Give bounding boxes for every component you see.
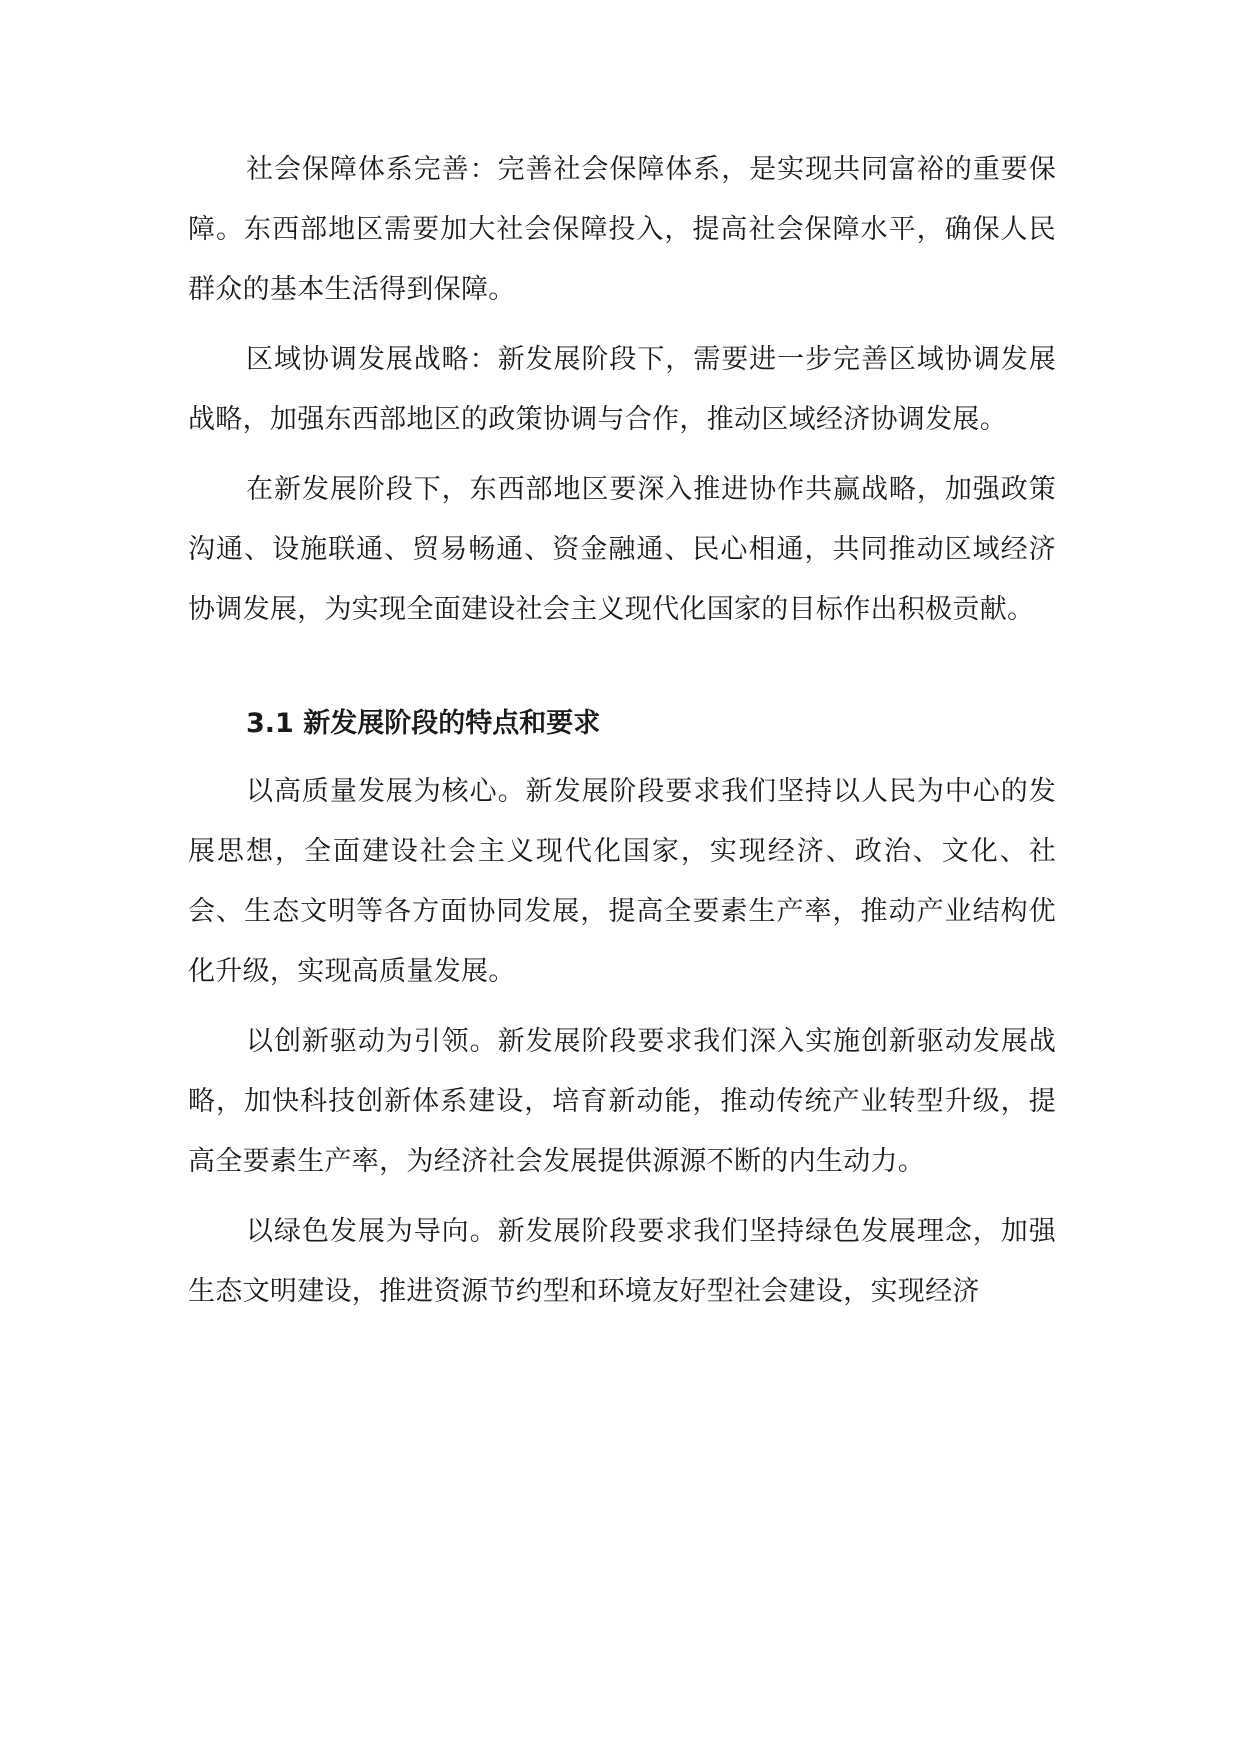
- paragraph-cooperation: 在新发展阶段下，东西部地区要深入推进协作共赢战略，加强政策沟通、设施联通、贸易畅通、资金融通、民心相通，共同推动区域经济协调发展，为实现全面建设社会主义现代化国家的目标作出积极贡献。: [188, 474, 1056, 625]
- paragraph-green: 以绿色发展为导向。新发展阶段要求我们坚持绿色发展理念，加强生态文明建设，推进资源节约型和环境友好型社会建设，实现经济: [188, 1216, 1056, 1307]
- paragraph-high-quality: 以高质量发展为核心。新发展阶段要求我们坚持以人民为中心的发展思想，全面建设社会主义现代化国家，实现经济、政治、文化、社会、生态文明等各方面协同发展，提高全要素生产率，推动产业结构优化升级，实现高质量发展。: [188, 776, 1056, 987]
- section-heading: 3.1 新发展阶段的特点和要求: [246, 708, 601, 739]
- paragraph-innovation: 以创新驱动为引领。新发展阶段要求我们深入实施创新驱动发展战略，加快科技创新体系建设，培育新动能，推动传统产业转型升级，提高全要素生产率，为经济社会发展提供源源不断的内生动力。: [188, 1026, 1056, 1177]
- paragraph-regional-strategy: 区域协调发展战略：新发展阶段下，需要进一步完善区域协调发展战略，加强东西部地区的政策协调与合作，推动区域经济协调发展。: [188, 344, 1056, 435]
- document-body: [188, 140, 1056, 1332]
- paragraph-social-security: 社会保障体系完善：完善社会保障体系，是实现共同富裕的重要保障。东西部地区需要加大社会保障投入，提高社会保障水平，确保人民群众的基本生活得到保障。: [188, 154, 1056, 305]
